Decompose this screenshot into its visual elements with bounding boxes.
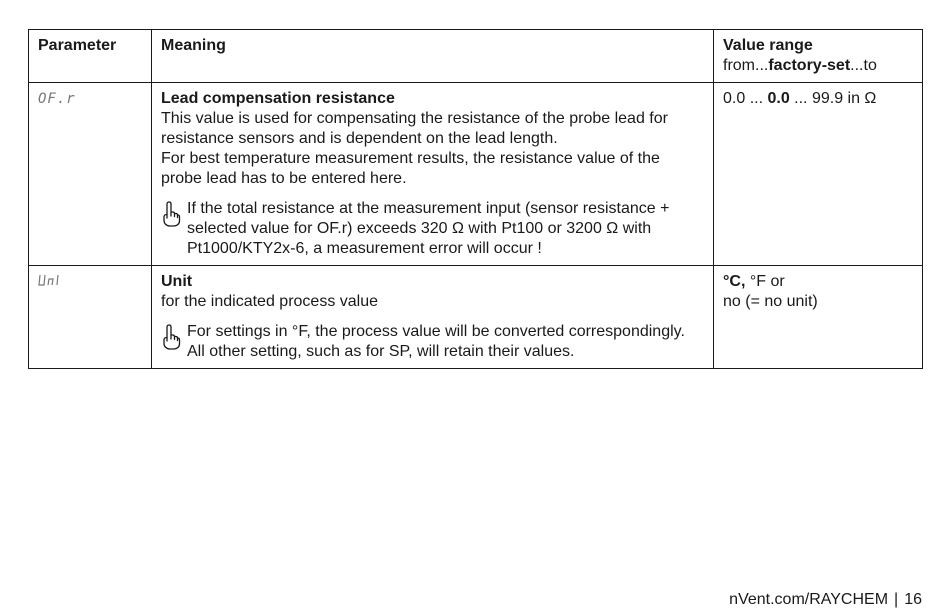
note-text: For settings in °F, the process value will be converted correspondingly. All other setting, such as for SP, will retain their values.: [187, 323, 685, 360]
table-header-row: [29, 30, 923, 83]
header-value-range: [714, 30, 923, 83]
value-range-sub-post: ...to: [850, 57, 877, 74]
page-footer: [729, 591, 922, 609]
row-meaning-cell: [152, 83, 714, 266]
row-range-cell: [714, 83, 923, 266]
row-meaning-cell: [152, 266, 714, 369]
footer-site: nVent.com/RAYCHEM: [729, 591, 889, 608]
header-value-range-sub: [723, 56, 913, 76]
note: [161, 199, 704, 259]
row-title: Lead compensation resistance: [161, 90, 395, 107]
row-text: for the indicated process value: [161, 293, 379, 310]
row-range-cell: [714, 266, 923, 369]
parameter-table: [28, 29, 923, 369]
row-param-cell: [29, 83, 152, 266]
value-range-sub-pre: from...: [723, 57, 769, 74]
range-default: °C,: [723, 273, 746, 290]
range-pre: 0.0 ...: [723, 90, 768, 107]
row-title: Unit: [161, 273, 193, 290]
pointing-hand-icon: [161, 322, 187, 362]
range-post: °F or: [745, 273, 785, 290]
table-row: [29, 83, 923, 266]
table-row: [29, 266, 923, 369]
segment-display-unit: [38, 274, 62, 286]
footer-separator: |: [894, 591, 899, 608]
note-text: If the total resistance at the measurement input (sensor resistance + selected value for OF.r) exceeds 320 Ω with Pt100 or 3200 Ω with Pt1000/KTY2x-6, a measurement error will occur !: [187, 200, 670, 257]
header-parameter: Parameter: [29, 30, 152, 83]
row-text: For best temperature measurement results, the resistance value of the probe lead has to be entered here.: [161, 150, 660, 187]
range-default: 0.0: [767, 90, 790, 107]
value-range-sub-bold: factory-set: [768, 57, 851, 74]
row-param-cell: [29, 266, 152, 369]
header-value-range-title: Value range: [723, 37, 813, 54]
note: [161, 322, 704, 362]
range-post: ... 99.9 in Ω: [789, 90, 877, 107]
param-code-unit: [38, 274, 62, 290]
row-text: This value is used for compensating the resistance of the probe lead for resistance sensors and is dependent on the lead length.: [161, 110, 668, 147]
range-line: [723, 272, 913, 292]
range-line: no (= no unit): [723, 293, 818, 310]
pointing-hand-icon: [161, 199, 187, 259]
header-meaning: Meaning: [152, 30, 714, 83]
param-code-ofr: OF.r: [38, 91, 76, 107]
page-number: 16: [904, 591, 922, 608]
